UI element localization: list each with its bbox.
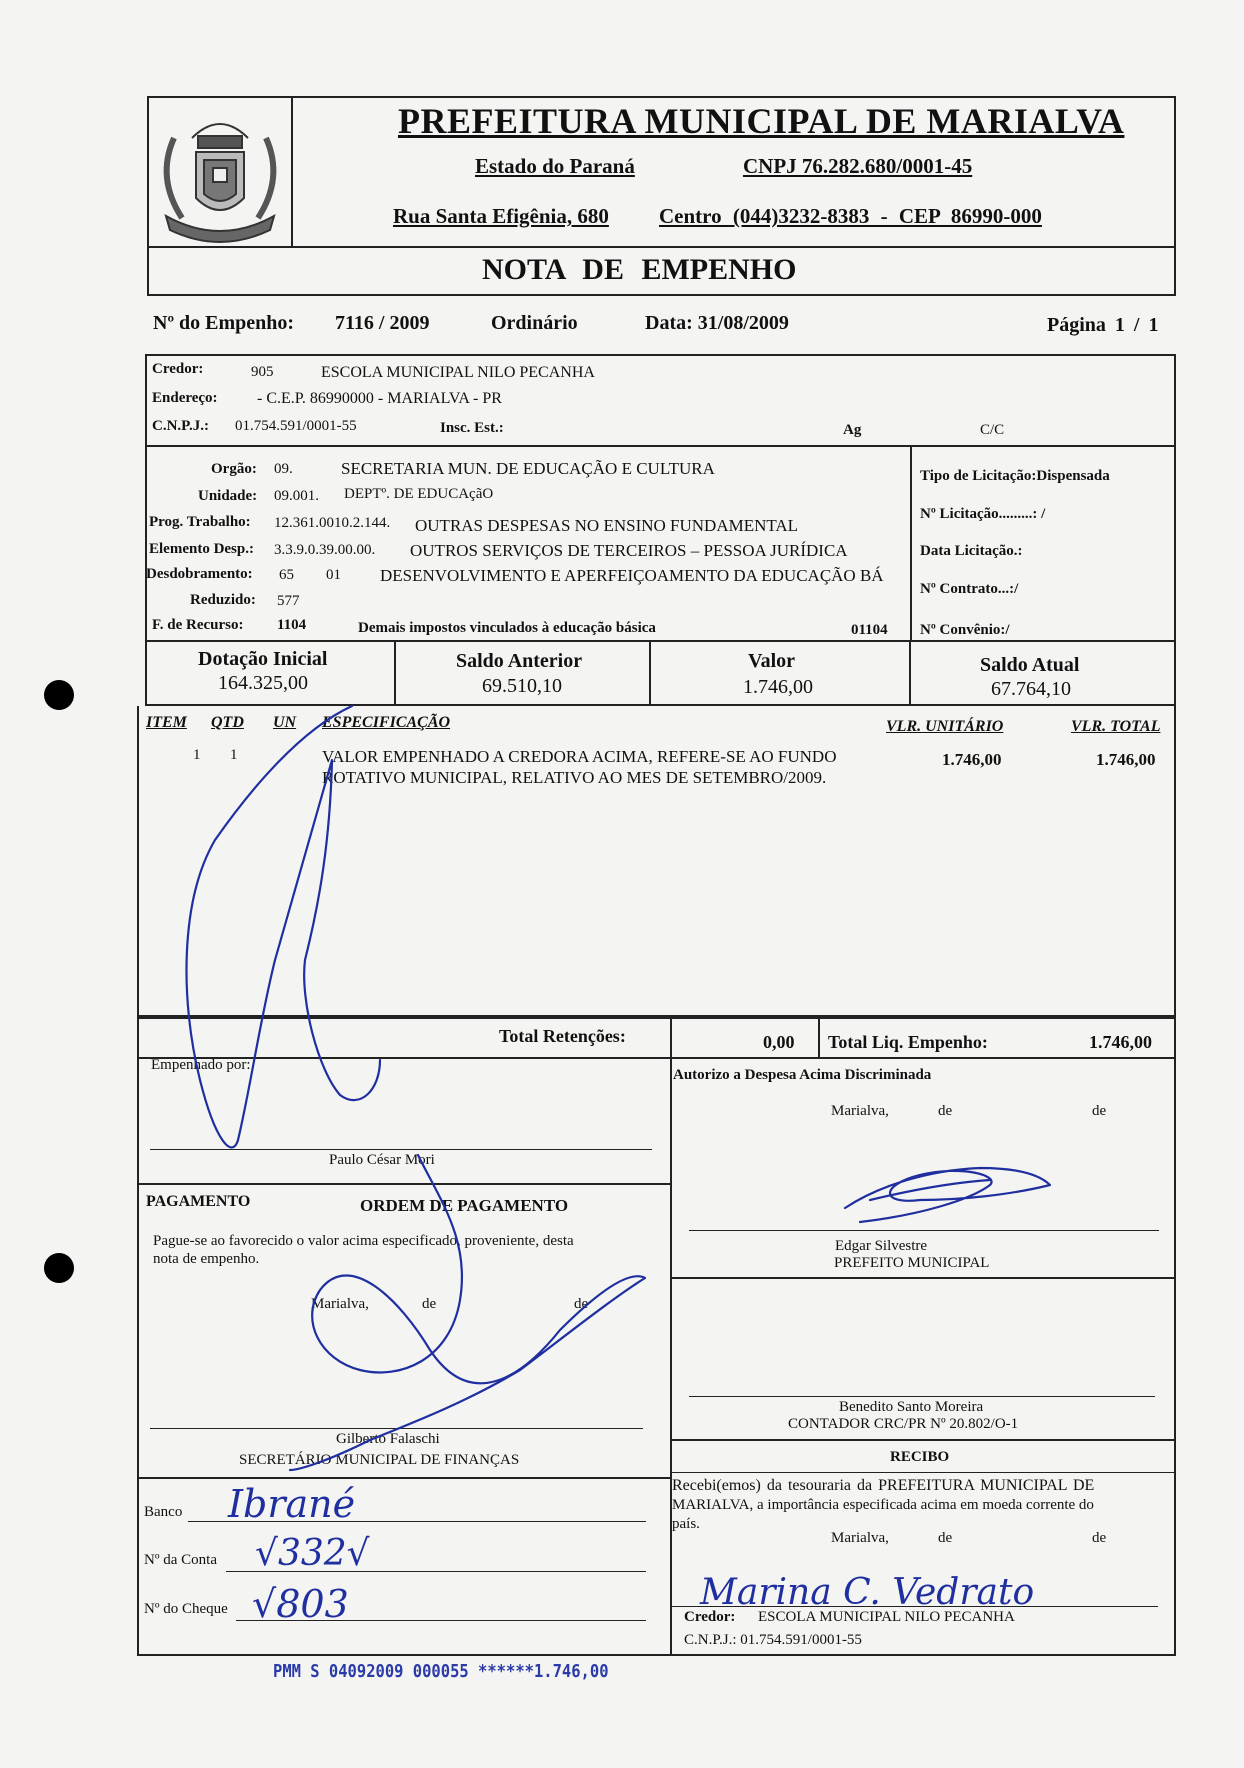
page-number: Página 1 / 1 (1047, 314, 1159, 336)
dotacao-value: 164.325,00 (218, 672, 308, 694)
desd-label: Desdobramento: (146, 566, 253, 582)
row-total-value: 1.746,00 (1096, 750, 1156, 769)
recibo-line (670, 1472, 1176, 1473)
header-divider (291, 96, 293, 248)
valor-value: 1.746,00 (743, 676, 813, 698)
cheque-handwriting: √803 (252, 1582, 349, 1626)
punch-hole (44, 1253, 74, 1283)
values-divider (394, 640, 396, 706)
col-qtd: QTD (211, 714, 244, 731)
elem-code: 3.3.9.0.39.00.00. (274, 542, 376, 558)
conta-handwriting: √332√ (255, 1533, 370, 1574)
recibo-city: Marialva, (831, 1530, 889, 1546)
red-label: Reduzido: (190, 592, 256, 608)
empenho-number: 7116 / 2009 (335, 312, 430, 334)
liq-empenho-label: Total Liq. Empenho: (828, 1032, 988, 1052)
recibo-text-3: país. (672, 1516, 700, 1532)
empenho-type: Ordinário (491, 312, 578, 334)
saldo-anterior-label: Saldo Anterior (456, 650, 583, 672)
recibo-de-2: de (1092, 1530, 1107, 1546)
saldo-atual-value: 67.764,10 (991, 678, 1071, 700)
pagamento-text-2: nota de empenho. (153, 1251, 260, 1267)
signature-line (689, 1230, 1159, 1231)
rec-code2: 01104 (851, 622, 888, 638)
pagamento-city: Marialva, (311, 1296, 369, 1312)
ordem-pagamento-label: ORDEM DE PAGAMENTO (360, 1196, 569, 1215)
unidade-value: DEPTº. DE EDUCAçãO (344, 486, 494, 502)
rec-value: Demais impostos vinculados à educação básica (358, 620, 656, 636)
elem-label: Elemento Desp.: (149, 541, 254, 557)
endereco-label: Endereço: (152, 390, 218, 406)
pagamento-label: PAGAMENTO (146, 1193, 251, 1210)
recibo-text-1: Recebi(emos) da tesouraria da PREFEITURA MUNICIPAL DE (672, 1477, 1095, 1494)
credor-label: Credor: (152, 361, 204, 377)
unidade-label: Unidade: (198, 488, 258, 504)
header-title: PREFEITURA MUNICIPAL DE MARIALVA (398, 101, 1125, 141)
col-vlr-total: VLR. TOTAL (1071, 718, 1161, 735)
empenho-date: Data: 31/08/2009 (645, 312, 789, 334)
credor-name: ESCOLA MUNICIPAL NILO PECANHA (321, 364, 595, 381)
licitacao-contrato: Nº Contrato...:/ (920, 581, 1019, 597)
pagamento-de-1: de (422, 1296, 437, 1312)
header-cnpj: CNPJ 76.282.680/0001-45 (743, 154, 973, 178)
orgao-value: SECRETARIA MUN. DE EDUCAÇÃO E CULTURA (341, 459, 715, 478)
lower-divider (670, 1057, 672, 1656)
licitacao-convenio: Nº Convênio:/ (920, 622, 1010, 638)
rec-label: F. de Recurso: (152, 617, 244, 633)
recibo-cnpj: C.N.P.J.: 01.754.591/0001-55 (684, 1632, 862, 1648)
ag-label: Ag (843, 422, 862, 438)
insc-label: Insc. Est.: (440, 420, 504, 436)
elem-value: OUTROS SERVIÇOS DE TERCEIROS – PESSOA JURÍDICA (410, 541, 848, 560)
signature-line (150, 1149, 652, 1150)
orgao-code: 09. (274, 461, 293, 477)
retencoes-value: 0,00 (763, 1032, 795, 1052)
empenhado-por-name: Paulo César Mori (329, 1152, 435, 1168)
prog-value: OUTRAS DESPESAS NO ENSINO FUNDAMENTAL (415, 516, 799, 535)
totals-box (137, 1017, 1176, 1059)
red-code: 577 (277, 593, 300, 609)
section-line (670, 1277, 1176, 1279)
row-desc-2: ROTATIVO MUNICIPAL, RELATIVO AO MES DE SETEMBRO/2009. (322, 768, 827, 787)
secretario-name: Gilberto Falaschi (336, 1431, 440, 1447)
rec-code: 1104 (277, 617, 307, 633)
pagamento-de-2: de (574, 1296, 589, 1312)
empenho-label: Nº do Empenho: (153, 312, 295, 334)
signature-line (689, 1396, 1155, 1397)
contador-title: CONTADOR CRC/PR Nº 20.802/O-1 (788, 1416, 1019, 1432)
cheque-label: Nº do Cheque (144, 1601, 228, 1617)
autorizo-label: Autorizo a Despesa Acima Discriminada (673, 1067, 932, 1083)
pagamento-text-1: Pague-se ao favorecido o valor acima especificado, proveniente, desta (153, 1233, 574, 1249)
section-line (137, 1183, 670, 1185)
totals-divider (818, 1017, 820, 1059)
orgao-label: Orgão: (211, 461, 257, 477)
row-desc-1: VALOR EMPENHADO A CREDORA ACIMA, REFERE-SE AO FUNDO (322, 747, 837, 766)
banco-label: Banco (144, 1504, 183, 1520)
liq-empenho-value: 1.746,00 (1089, 1032, 1152, 1052)
col-vlr-unitario: VLR. UNITÁRIO (886, 718, 1004, 735)
autorizo-de-1: de (938, 1103, 953, 1119)
credor-code: 905 (251, 364, 274, 380)
col-item: ITEM (146, 714, 187, 731)
section-line (137, 1477, 670, 1479)
prog-label: Prog. Trabalho: (149, 514, 251, 530)
cnpj-label: C.N.P.J.: (152, 418, 209, 434)
autorizo-city: Marialva, (831, 1103, 889, 1119)
header-address: Rua Santa Efigênia, 680 (393, 204, 609, 228)
secretario-title: SECRETÁRIO MUNICIPAL DE FINANÇAS (239, 1452, 520, 1468)
retencoes-label: Total Retenções: (499, 1026, 626, 1046)
col-un: UN (273, 714, 297, 731)
recibo-de-1: de (938, 1530, 953, 1546)
desd-code1: 65 (279, 567, 294, 583)
recibo-signature: Marina C. Vedrato (700, 1572, 1035, 1613)
punch-hole (44, 680, 74, 710)
doc-title: NOTA DE EMPENHO (482, 253, 797, 286)
dotacao-label: Dotação Inicial (198, 648, 328, 670)
licitacao-tipo: Tipo de Licitação:Dispensada (920, 468, 1110, 484)
endereco-value: - C.E.P. 86990000 - MARIALVA - PR (257, 390, 502, 407)
signature-line (150, 1428, 643, 1429)
prog-code: 12.361.0010.2.144. (274, 515, 391, 531)
desd-code2: 01 (326, 567, 341, 583)
recibo-label: RECIBO (890, 1449, 950, 1465)
row-item: 1 (193, 747, 201, 763)
contador-name: Benedito Santo Moreira (839, 1399, 984, 1415)
cc-label: C/C (980, 422, 1005, 438)
values-divider (909, 640, 911, 706)
recibo-credor-label: Credor: (684, 1609, 736, 1625)
autorizo-de-2: de (1092, 1103, 1107, 1119)
header-state: Estado do Paraná (475, 154, 635, 178)
values-divider (649, 640, 651, 706)
empenhado-por-label: Empenhado por: (151, 1057, 251, 1073)
saldo-anterior-value: 69.510,10 (482, 675, 562, 697)
recibo-credor-name: ESCOLA MUNICIPAL NILO PECANHA (758, 1609, 1015, 1625)
payment-stamp: PMM S 04092009 000055 ******1.746,00 (273, 1661, 609, 1682)
conta-label: Nº da Conta (144, 1552, 217, 1568)
recibo-text-2: MARIALVA, a importância especificada acima em moeda corrente do (672, 1497, 1094, 1513)
col-especificacao: ESPECIFICAÇÃO (322, 714, 451, 731)
header-address2: Centro (044)3232-8383 - CEP 86990-000 (659, 204, 1042, 228)
row-qtd: 1 (230, 747, 238, 763)
prefeito-title: PREFEITO MUNICIPAL (834, 1255, 990, 1271)
saldo-atual-label: Saldo Atual (980, 654, 1080, 676)
valor-label: Valor (748, 650, 796, 672)
coat-of-arms-logo (152, 98, 288, 246)
cnpj-value: 01.754.591/0001-55 (235, 418, 357, 434)
licitacao-data: Data Licitação.: (920, 543, 1023, 559)
budget-divider (910, 447, 912, 642)
totals-divider (670, 1017, 672, 1059)
section-line (670, 1439, 1176, 1441)
desd-value: DESENVOLVIMENTO E APERFEIÇOAMENTO DA EDUCAÇÃO BÁ (380, 566, 884, 585)
prefeito-name: Edgar Silvestre (835, 1238, 928, 1254)
licitacao-numero: Nº Licitação.........: / (920, 506, 1046, 522)
row-unit-value: 1.746,00 (942, 750, 1002, 769)
unidade-code: 09.001. (274, 488, 319, 504)
banco-handwriting: Ibrané (228, 1482, 356, 1526)
